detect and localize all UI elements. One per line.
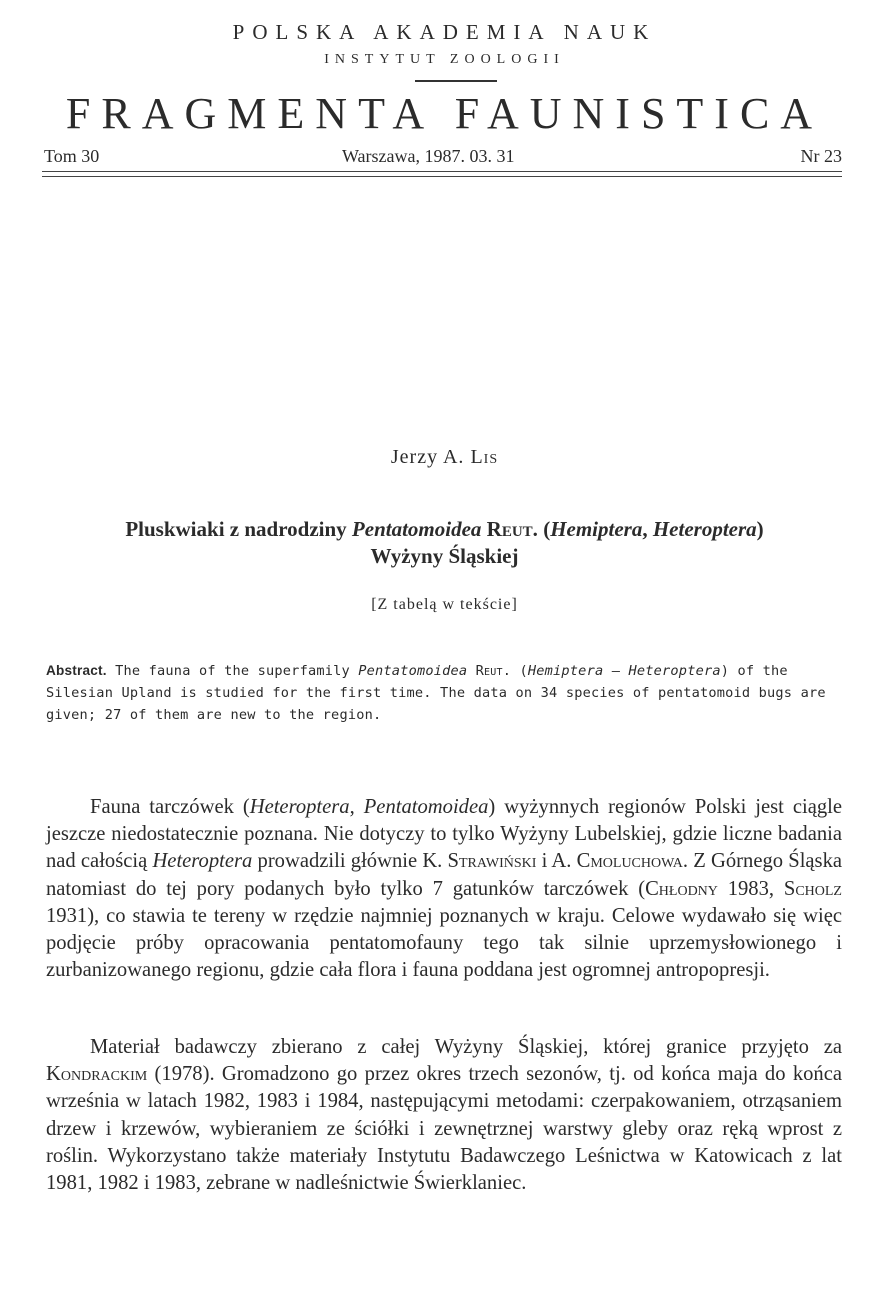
abstract-dash: –: [603, 663, 629, 679]
abstract-text: ) of the Silesian Upland is studied for the first time. The data on 34 species of pentatomoid bugs are given; 27 of them are new to the region.: [46, 663, 826, 723]
volume-label: Tom 30: [44, 146, 100, 166]
paragraph-text: 1983,: [717, 877, 784, 900]
issue-number: Nr 23: [800, 146, 842, 166]
author-first-name: Jerzy A.: [390, 446, 465, 468]
title-suborder: Heteroptera: [652, 517, 757, 541]
paragraph-text: Materiał badawczy zbierano z całej Wyżyny Śląskiej, której granice przyjęto za: [90, 1036, 842, 1058]
institute-name: INSTYTUT ZOOLOGII: [324, 52, 565, 67]
taxon-name: Heteroptera: [152, 850, 253, 873]
issue-date: Warszawa, 1987. 03. 31: [342, 146, 515, 166]
article-author: [0, 446, 889, 469]
paragraph-text: ,: [349, 796, 364, 818]
paragraph-text: prowadzili głównie K.: [252, 850, 448, 873]
abstract-text: The fauna of the superfamily: [106, 663, 359, 679]
journal-title: FRAGMENTA FAUNISTICA: [65, 89, 824, 138]
cited-author: Strawiński: [447, 850, 537, 873]
cited-author: Cmoluchowa: [576, 850, 683, 873]
taxon-name: Heteroptera: [249, 796, 350, 818]
header-rule-top: [42, 171, 842, 172]
author-last-name: Lis: [470, 446, 499, 468]
title-paren-open: (: [543, 517, 551, 541]
body-paragraph-2: [46, 1034, 842, 1197]
title-separator: ,: [642, 517, 653, 541]
article-title-line2: Wyżyny Śląskiej: [370, 544, 519, 568]
title-text: Pluskwiaki z nadrodziny: [125, 517, 347, 541]
title-paren-close: ): [756, 517, 764, 541]
paragraph-text: 1931), co stawia te tereny w rzędzie najmniej poznanych w kraju. Celowe wydawało się więc podjęcie próby opracowania pentatomofauny tego tak silnie uprzemysłowionego i zurbanizowanego regionu, gdzie cała flora i fauna poddana jest ogromnej antropopresji.: [46, 904, 842, 982]
title-authority: Reut.: [486, 517, 538, 541]
abstract-authority: Reut.: [475, 663, 512, 679]
paragraph-text: (1978). Gromadzono go przez okres trzech sezonów, tj. od końca maja do końca września w latach 1982, 1983 i 1984, następującymi metodami: czerpakowaniem, otrząsaniem drzew i krzewów, wybieraniem ze ściółki i zewnętrznej warstwy gleby oraz ręką wprost z roślin. Wykorzystano także materiały Instytutu Badawczego Leśnictwa w Katowicach z lat 1981, 1982 i 1983, zebrane w nadleśnictwie Świerklaniec.: [46, 1063, 842, 1195]
abstract-suborder: Heteroptera: [628, 663, 721, 679]
paragraph-text: i A.: [536, 850, 577, 873]
header-short-rule: [415, 80, 497, 82]
title-order: Hemiptera: [550, 517, 643, 541]
paragraph-text: . Z Górnego Śląska natomiast do tej pory podanych było tylko 7 gatunków tarczówek (: [46, 850, 843, 900]
cited-author: Scholz: [783, 877, 842, 900]
abstract-text: (: [511, 663, 528, 679]
abstract-label: Abstract.: [46, 663, 107, 678]
body-paragraph-1: [46, 794, 842, 984]
cited-author: Kondrackim: [46, 1063, 148, 1086]
table-note: [Z tabelą w tekście]: [371, 596, 518, 613]
abstract-order: Hemiptera: [527, 663, 604, 679]
paragraph-text: Fauna tarczówek (: [90, 796, 250, 818]
title-taxon: Pentatomoidea: [351, 517, 482, 541]
paragraph-text: ) wyżynnych regionów Polski jest ciągle jeszcze niedostatecznie poznana. Nie dotyczy to tylko Wyżyny Lubelskiej, gdzie liczne badania nad całością: [46, 796, 843, 873]
abstract-taxon: Pentatomoidea: [358, 663, 468, 679]
header-rule-bottom: [42, 176, 842, 177]
taxon-name: Pentatomoidea: [363, 796, 489, 818]
cited-author: Chłodny: [645, 877, 718, 900]
academy-name: POLSKA AKADEMIA NAUK: [232, 20, 657, 44]
abstract: [46, 660, 844, 726]
article-title: [0, 514, 889, 544]
